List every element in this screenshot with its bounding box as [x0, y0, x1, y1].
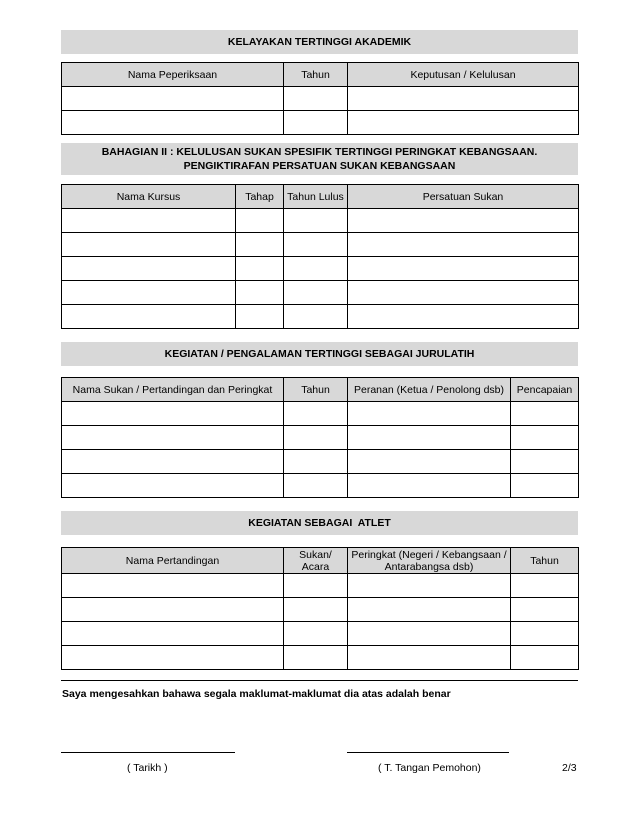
tahun-lulus-cell[interactable]	[284, 209, 348, 233]
tahun-cell[interactable]	[284, 402, 348, 426]
column-header: Tahun	[511, 548, 579, 574]
persatuan-sukan-cell[interactable]	[348, 209, 579, 233]
peringkat-cell[interactable]	[348, 622, 511, 646]
tahun-cell[interactable]	[511, 574, 579, 598]
athlete-table	[61, 547, 579, 670]
peringkat-cell[interactable]	[348, 646, 511, 670]
sukan-acara-cell[interactable]	[284, 574, 348, 598]
nama-sukan-cell[interactable]	[62, 450, 284, 474]
coaching-heading: KEGIATAN / PENGALAMAN TERTINGGI SEBAGAI JURULATIH	[61, 342, 578, 366]
keputusan-cell[interactable]	[348, 111, 579, 135]
column-header: Sukan/ Acara	[284, 548, 348, 574]
table-row	[62, 646, 579, 670]
table-row	[62, 450, 579, 474]
tahun-cell[interactable]	[284, 426, 348, 450]
tahun-cell[interactable]	[511, 598, 579, 622]
table-header-row	[62, 185, 579, 209]
tahun-cell[interactable]	[511, 646, 579, 670]
tahap-cell[interactable]	[236, 209, 284, 233]
tahap-cell[interactable]	[236, 233, 284, 257]
academic-heading: KELAYAKAN TERTINGGI AKADEMIK	[61, 30, 578, 54]
pencapaian-cell[interactable]	[511, 426, 579, 450]
persatuan-sukan-cell[interactable]	[348, 233, 579, 257]
nama-sukan-cell[interactable]	[62, 402, 284, 426]
date-label: ( Tarikh )	[127, 762, 168, 774]
sport-qualification-heading: BAHAGIAN II : KELULUSAN SUKAN SPESIFIK TERTINGGI PERINGKAT KEBANGSAAN. PENGIKTIRAFAN PERSATUAN SUKAN KEBANGSAAN	[61, 143, 578, 175]
column-header: Tahun	[284, 63, 348, 87]
applicant-signature-line[interactable]	[347, 752, 509, 753]
sukan-acara-cell[interactable]	[284, 646, 348, 670]
nama-peperiksaan-cell[interactable]	[62, 87, 284, 111]
table-row	[62, 622, 579, 646]
divider	[61, 680, 578, 681]
declaration-text: Saya mengesahkan bahawa segala maklumat-maklumat dia atas adalah benar	[62, 688, 451, 700]
nama-pertandingan-cell[interactable]	[62, 622, 284, 646]
table-row	[62, 402, 579, 426]
column-header: Nama Sukan / Pertandingan dan Peringkat	[62, 378, 284, 402]
tahun-cell[interactable]	[284, 111, 348, 135]
column-header: Tahap	[236, 185, 284, 209]
page-number: 2/3	[562, 762, 577, 774]
table-row	[62, 474, 579, 498]
pencapaian-cell[interactable]	[511, 402, 579, 426]
tahap-cell[interactable]	[236, 281, 284, 305]
tahun-cell[interactable]	[284, 474, 348, 498]
peranan-cell[interactable]	[348, 450, 511, 474]
tahap-cell[interactable]	[236, 305, 284, 329]
table-row	[62, 209, 579, 233]
column-header: Persatuan Sukan	[348, 185, 579, 209]
table-header-row	[62, 378, 579, 402]
nama-pertandingan-cell[interactable]	[62, 598, 284, 622]
column-header: Keputusan / Kelulusan	[348, 63, 579, 87]
column-header: Tahun Lulus	[284, 185, 348, 209]
sukan-acara-cell[interactable]	[284, 622, 348, 646]
tahap-cell[interactable]	[236, 257, 284, 281]
table-header-row	[62, 63, 579, 87]
nama-sukan-cell[interactable]	[62, 426, 284, 450]
peranan-cell[interactable]	[348, 474, 511, 498]
persatuan-sukan-cell[interactable]	[348, 257, 579, 281]
peranan-cell[interactable]	[348, 426, 511, 450]
athlete-heading: KEGIATAN SEBAGAI ATLET	[61, 511, 578, 535]
sukan-acara-cell[interactable]	[284, 598, 348, 622]
persatuan-sukan-cell[interactable]	[348, 281, 579, 305]
academic-table	[61, 62, 579, 135]
tahun-cell[interactable]	[284, 87, 348, 111]
table-row	[62, 598, 579, 622]
persatuan-sukan-cell[interactable]	[348, 305, 579, 329]
tahun-lulus-cell[interactable]	[284, 233, 348, 257]
pencapaian-cell[interactable]	[511, 450, 579, 474]
table-row	[62, 111, 579, 135]
nama-kursus-cell[interactable]	[62, 233, 236, 257]
table-row	[62, 87, 579, 111]
nama-kursus-cell[interactable]	[62, 257, 236, 281]
column-header: Nama Pertandingan	[62, 548, 284, 574]
signature-label: ( T. Tangan Pemohon)	[378, 762, 481, 774]
table-row	[62, 257, 579, 281]
table-row	[62, 281, 579, 305]
column-header: Nama Kursus	[62, 185, 236, 209]
nama-peperiksaan-cell[interactable]	[62, 111, 284, 135]
tahun-cell[interactable]	[284, 450, 348, 474]
column-header: Peranan (Ketua / Penolong dsb)	[348, 378, 511, 402]
nama-kursus-cell[interactable]	[62, 281, 236, 305]
keputusan-cell[interactable]	[348, 87, 579, 111]
nama-sukan-cell[interactable]	[62, 474, 284, 498]
nama-kursus-cell[interactable]	[62, 305, 236, 329]
tahun-cell[interactable]	[511, 622, 579, 646]
peringkat-cell[interactable]	[348, 574, 511, 598]
nama-pertandingan-cell[interactable]	[62, 574, 284, 598]
date-signature-line[interactable]	[61, 752, 235, 753]
table-row	[62, 574, 579, 598]
table-row	[62, 233, 579, 257]
pencapaian-cell[interactable]	[511, 474, 579, 498]
nama-kursus-cell[interactable]	[62, 209, 236, 233]
sport-qualification-table	[61, 184, 579, 329]
coaching-table	[61, 377, 579, 498]
tahun-lulus-cell[interactable]	[284, 305, 348, 329]
tahun-lulus-cell[interactable]	[284, 257, 348, 281]
peringkat-cell[interactable]	[348, 598, 511, 622]
table-row	[62, 426, 579, 450]
tahun-lulus-cell[interactable]	[284, 281, 348, 305]
column-header: Pencapaian	[511, 378, 579, 402]
peranan-cell[interactable]	[348, 402, 511, 426]
column-header: Tahun	[284, 378, 348, 402]
table-header-row	[62, 548, 579, 574]
column-header: Peringkat (Negeri / Kebangsaan / Antarabangsa dsb)	[348, 548, 511, 574]
column-header: Nama Peperiksaan	[62, 63, 284, 87]
table-row	[62, 305, 579, 329]
nama-pertandingan-cell[interactable]	[62, 646, 284, 670]
